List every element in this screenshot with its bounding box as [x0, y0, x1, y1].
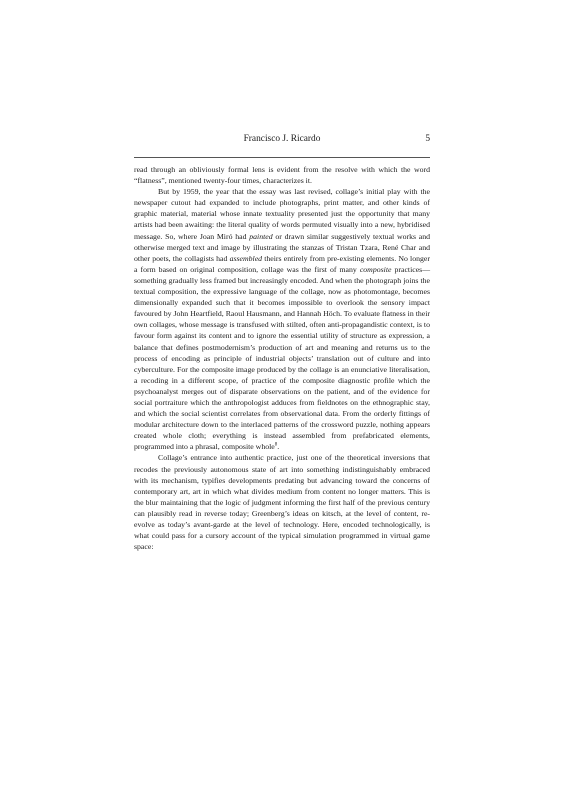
text-run: or drawn similar suggestively textual works and otherwise merged text and image by illustrating the stanzas of Tristan Tzara, René Char and other poets, the collagists had — [134, 231, 431, 263]
body-text — [134, 164, 430, 552]
paragraph — [134, 164, 430, 186]
paragraph — [134, 186, 430, 452]
emphasis-text: composite — [359, 264, 392, 274]
header-author: Francisco J. Ricardo — [243, 134, 321, 144]
text-run: theirs entirely from pre-existing elements. No longer a form based on original composition, collage was the first of many — [134, 253, 430, 274]
running-header — [134, 134, 430, 148]
text-run: But by 1959, the year that the essay was last revised, collage’s initial play with the newspaper cutout had expanded to include photographs, print matter, and other kinds of graphic material, material whose innate textuality presented just the opportunity that many artists had been awaiting: the literal quality of words permuted visually into a new, hybridised message. So, where Joan Miró had — [134, 187, 430, 241]
text-run: practices—something gradually less framed but increasingly encoded. And when the photograph joins the textual composition, the expressive language of the collage, now as photomontage, becomes dimensionally expanded such that it becomes impossible to overlook the sensory impact favoured by John Heartfield, Raoul Hausmann, and Hannah Höch. To evaluate flatness in their own collages, whose message is transfused with stilted, often anti-propagandistic context, is to favour form against its content and to ignore the essential utility of structure as expression, a balance that defines postmodernism’s production of art and meaning and returns us to the process of encoding as principle of industrial objects’ translation out of culture and into cyberculture. For the composite image produced by the collage is an enunciative literalisation, a recoding in a different scope, of practice of the composite diagnostic profile which the psychoanalyst merges out of disparate observations on the patient, and of the evidence for social portraiture which the anthropologist adduces from fieldnotes on the ethnographic stay, and which the social scientist correlates from observational data. From the orderly fittings of modular architecture down to the interlaced patterns of the crossword puzzle, nothing appears created whole cloth; everything is instead assembled from prefabricated elements, programmed into a phrasal, composite whole — [134, 264, 430, 452]
emphasis-text: painted — [249, 231, 273, 241]
text-run: . — [277, 442, 280, 452]
text-run: Collage’s entrance into authentic practice, just one of the theoretical inversions that recodes the previously autonomous state of art into something indistinguishably embraced with its mechanism, typifies developments predating but advancing toward the concerns of contemporary art, art in which what divides medium from content no longer matters. This is the blur maintaining that the logic of judgment informing the first half of the previous century can plausibly read in reverse today; Greenberg’s ideas on kitsch, at the level of content, re-evolve as today’s avant-garde at the level of technology. Here, encoded technologically, is what could pass for a cursory account of the typical simulation programmed in virtual game space: — [134, 453, 430, 552]
footnote-ref: 8 — [274, 442, 278, 448]
header-rule — [134, 157, 430, 158]
emphasis-text: assembled — [229, 253, 263, 263]
paragraph — [134, 452, 430, 552]
text-run: read through an obliviously formal lens is evident from the resolve with which the word “flatness”, mentioned twenty-four times, characterizes it. — [134, 165, 430, 186]
page-number: 5 — [425, 134, 430, 144]
